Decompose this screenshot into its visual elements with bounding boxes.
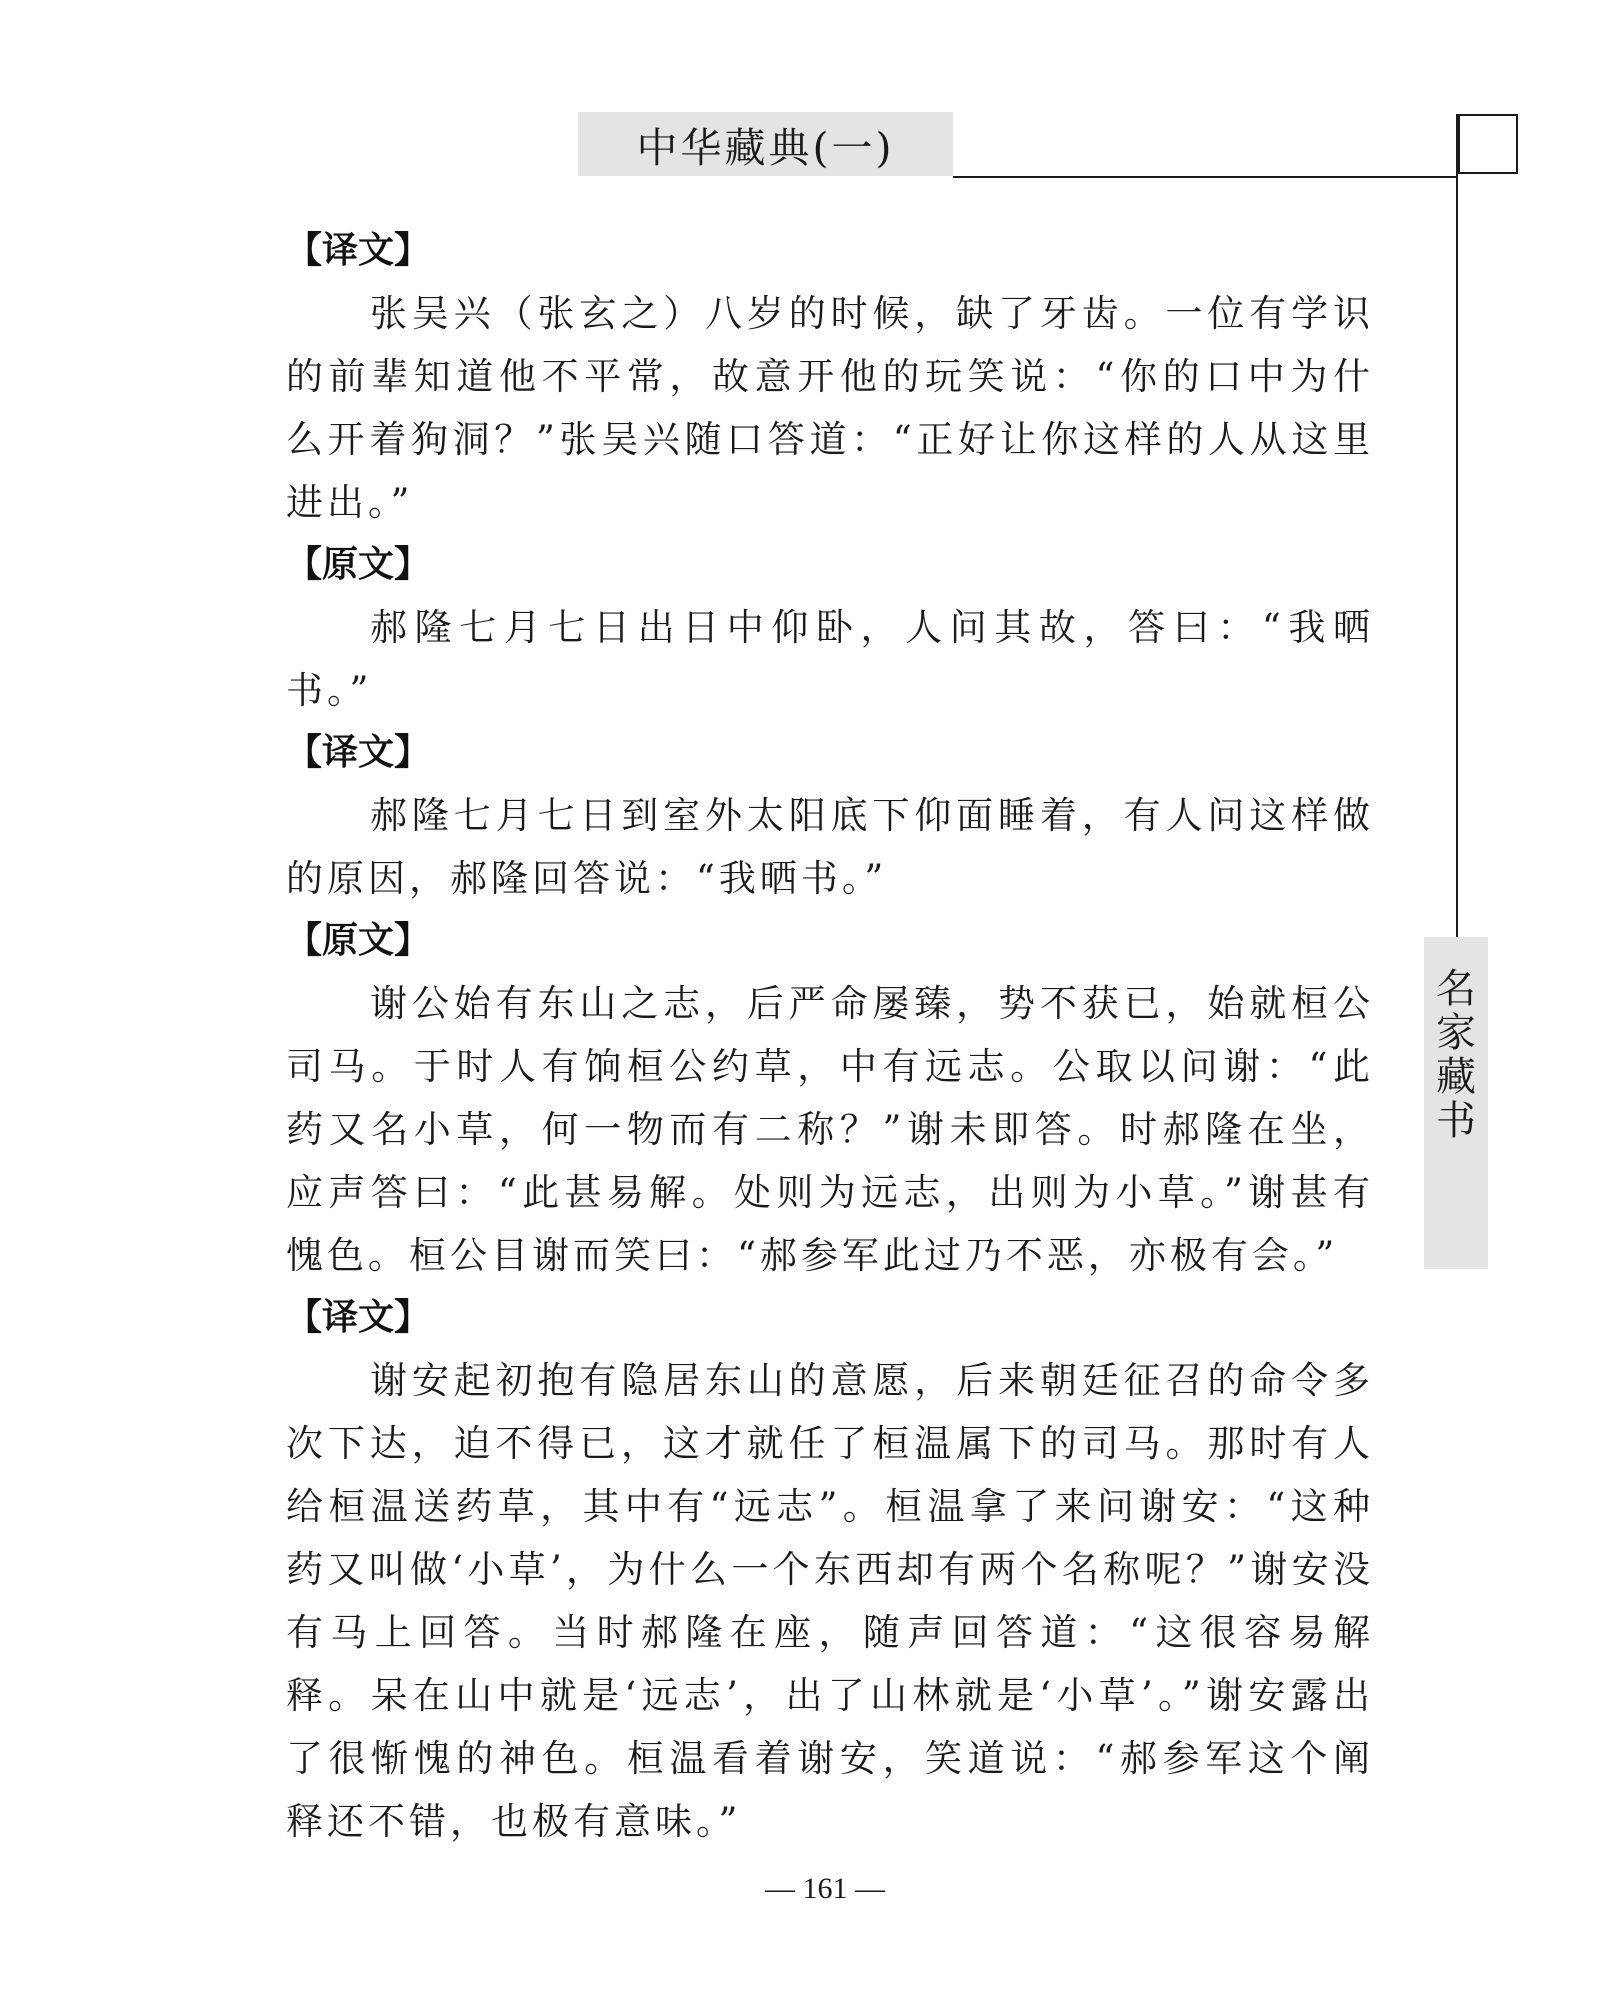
main-content	[286, 220, 1374, 1853]
corner-box-ornament	[1458, 114, 1518, 174]
side-tab-char: 书	[1436, 1098, 1476, 1144]
side-tab-char: 藏	[1436, 1054, 1476, 1100]
section-heading: 【译文】	[286, 732, 431, 773]
section-heading: 【原文】	[286, 544, 431, 585]
section-paragraph: 谢安起初抱有隐居东山的意愿，后来朝廷征召的命令多次下达，迫不得已，这才就任了桓温属下的司马。那时有人给桓温送药草，其中有“远志”。桓温拿了来问谢安：“这种药又叫做‘小草’，为什么一个东西却有两个名称呢？”谢安没有马上回答。当时郝隆在座，随声回答道：“这很容易解释。呆在山中就是‘远志’，出了山林就是‘小草’。”谢安露出了很惭愧的神色。桓温看着谢安，笑道说：“郝参军这个阐释还不错，也极有意味。”	[286, 1359, 1374, 1843]
section-heading: 【译文】	[286, 230, 431, 271]
page-number: — 161 —	[765, 1872, 885, 1905]
vertical-rule	[1456, 114, 1458, 937]
section-paragraph: 郝隆七月七日到室外太阳底下仰面睡着，有人问这样做的原因，郝隆回答说：“我晒书。”	[286, 794, 1374, 900]
book-title: 中华藏典(一)	[636, 123, 895, 172]
section-paragraph: 张吴兴（张玄之）八岁的时候，缺了牙齿。一位有学识的前辈知道他不平常，故意开他的玩笑说：“你的口中为什么开着狗洞？”张吴兴随口答道：“正好让你这样的人从这里进出。”	[286, 292, 1374, 524]
section-heading: 【译文】	[286, 1297, 431, 1338]
header-rule	[953, 176, 1458, 178]
section-paragraph: 郝隆七月七日出日中仰卧，人问其故，答曰：“我晒书。”	[286, 606, 1374, 712]
running-header	[578, 112, 953, 176]
section-paragraph: 谢公始有东山之志，后严命屡臻，势不获已，始就桓公司马。于时人有饷桓公约草，中有远志。公取以问谢：“此药又名小草，何一物而有二称？”谢未即答。时郝隆在坐，应声答曰：“此甚易解。处则为远志，出则为小草。”谢甚有愧色。桓公目谢而笑曰：“郝参军此过乃不恶，亦极有会。”	[286, 982, 1374, 1277]
side-tab-char: 名	[1436, 966, 1476, 1012]
side-tab-label	[1424, 937, 1488, 1269]
section-heading: 【原文】	[286, 920, 431, 961]
side-tab-char: 家	[1436, 1010, 1476, 1056]
